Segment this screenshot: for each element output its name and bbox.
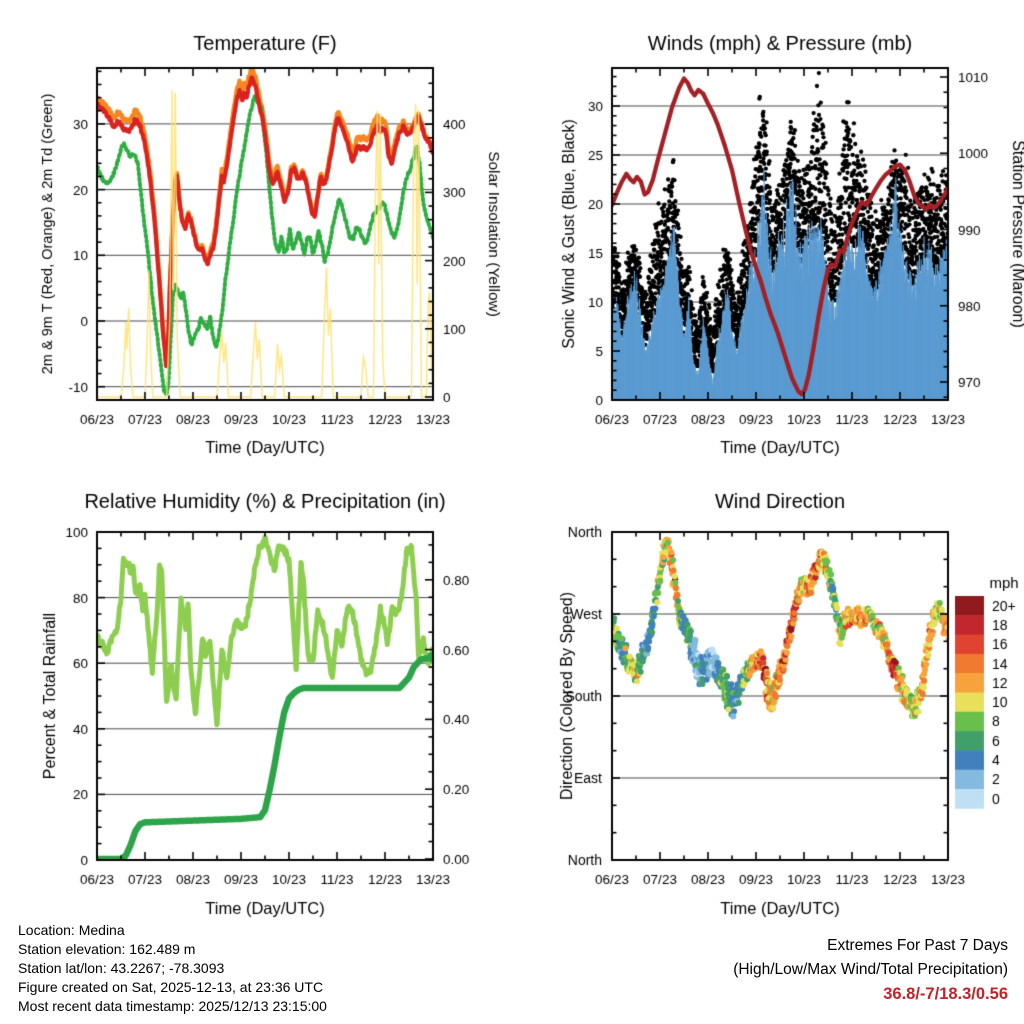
winds-pressure-chart-canvas [512, 0, 1024, 470]
extremes-subtitle: (High/Low/Max Wind/Total Precipitation) [733, 961, 1008, 978]
temperature-chart-canvas [0, 0, 512, 470]
station-info-block [18, 921, 327, 1016]
station-latlon: Station lat/lon: 43.2267; -78.3093 [18, 960, 225, 976]
extremes-title: Extremes For Past 7 Days [827, 937, 1008, 954]
extremes-values: 36.8/-7/18.3/0.56 [883, 985, 1008, 1003]
figure-created-timestamp: Figure created on Sat, 2025-12-13, at 23:36 UTC [18, 979, 324, 995]
wind-direction-chart-canvas [512, 470, 1024, 920]
extremes-summary-block [733, 934, 1008, 1006]
station-location: Location: Medina [18, 922, 125, 938]
humidity-precip-chart-canvas [0, 470, 512, 920]
station-elevation: Station elevation: 162.489 m [18, 941, 196, 957]
latest-data-timestamp: Most recent data timestamp: 2025/12/13 23:15:00 [18, 998, 327, 1014]
